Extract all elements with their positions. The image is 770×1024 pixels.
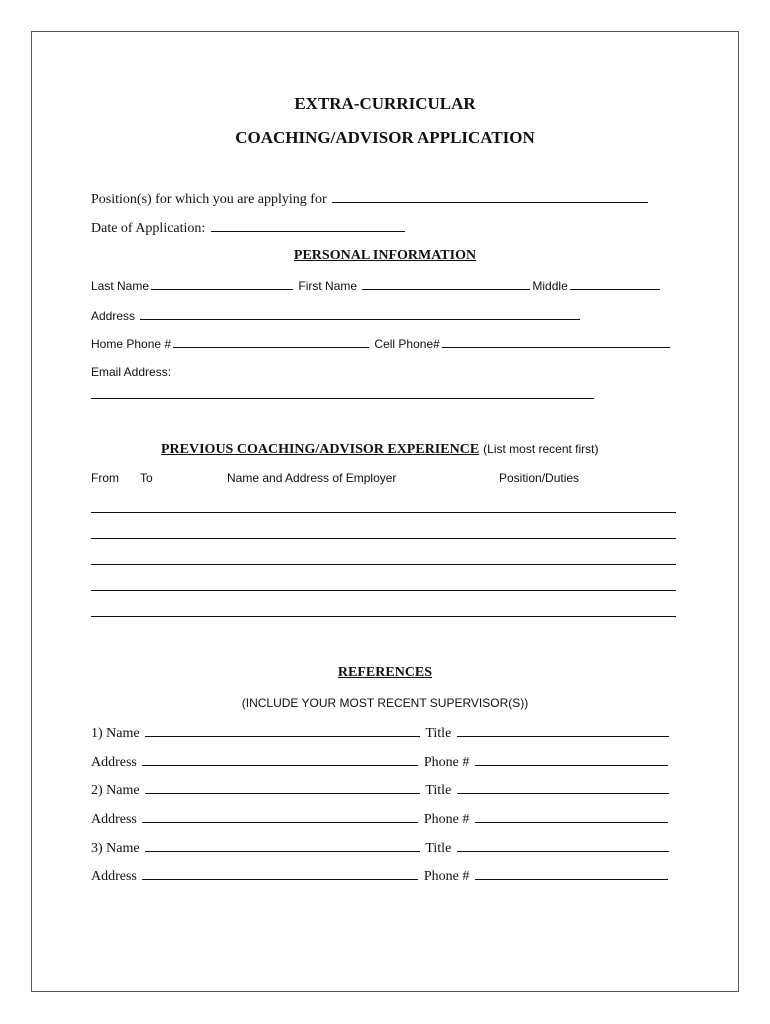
reference-3-address-row — [91, 867, 670, 885]
date-row — [91, 219, 407, 237]
experience-note: (List most recent first) — [483, 442, 599, 456]
experience-heading-row — [161, 440, 599, 458]
reference-title-label: Title — [425, 841, 452, 856]
reference-title-label: Title — [425, 726, 452, 741]
phone-row — [91, 335, 672, 351]
experience-line[interactable] — [91, 564, 676, 565]
address-row — [91, 307, 582, 323]
reference-name-label: 1) Name — [91, 726, 140, 741]
name-row — [91, 277, 662, 293]
experience-col-from: From — [91, 471, 119, 485]
reference-3-name-row — [91, 839, 671, 857]
reference-phone-label: Phone # — [423, 869, 470, 884]
reference-phone-label: Phone # — [423, 812, 470, 827]
reference-3-phone-field[interactable] — [475, 867, 668, 880]
date-label: Date of Application: — [91, 221, 206, 236]
reference-2-title-field[interactable] — [457, 781, 669, 794]
experience-line[interactable] — [91, 538, 676, 539]
first-name-field[interactable] — [362, 277, 530, 290]
experience-col-to: To — [140, 471, 153, 485]
references-subheading: (INCLUDE YOUR MOST RECENT SUPERVISOR(S)) — [241, 696, 529, 710]
reference-1-title-field[interactable] — [457, 724, 669, 737]
experience-line[interactable] — [91, 616, 676, 617]
references-heading: REFERENCES — [337, 665, 433, 680]
position-field[interactable] — [332, 190, 648, 203]
reference-title-label: Title — [425, 783, 452, 798]
application-page — [31, 31, 739, 992]
first-name-label: First Name — [298, 279, 358, 293]
reference-address-label: Address — [91, 869, 137, 884]
reference-3-address-field[interactable] — [142, 867, 418, 880]
reference-1-name-row — [91, 724, 671, 742]
reference-2-address-field[interactable] — [142, 810, 418, 823]
experience-col-position: Position/Duties — [499, 471, 580, 485]
position-row — [91, 190, 650, 208]
reference-1-name-field[interactable] — [145, 724, 420, 737]
email-field[interactable] — [91, 398, 594, 399]
date-field[interactable] — [211, 219, 405, 232]
experience-col-employer: Name and Address of Employer — [227, 471, 397, 485]
reference-1-phone-field[interactable] — [475, 753, 668, 766]
personal-info-heading: PERSONAL INFORMATION — [293, 248, 477, 263]
reference-2-phone-field[interactable] — [475, 810, 668, 823]
address-label: Address — [91, 309, 136, 323]
cell-phone-label: Cell Phone# — [374, 337, 440, 351]
reference-address-label: Address — [91, 812, 137, 827]
reference-1-address-field[interactable] — [142, 753, 418, 766]
experience-line[interactable] — [91, 512, 676, 513]
position-label: Position(s) for which you are applying for — [91, 192, 327, 207]
experience-line[interactable] — [91, 590, 676, 591]
middle-label: Middle — [532, 279, 568, 293]
home-phone-field[interactable] — [173, 335, 369, 348]
reference-2-name-row — [91, 781, 671, 799]
cell-phone-field[interactable] — [442, 335, 670, 348]
form-title-line2: COACHING/ADVISOR APPLICATION — [235, 128, 535, 147]
reference-address-label: Address — [91, 755, 137, 770]
experience-heading: PREVIOUS COACHING/ADVISOR EXPERIENCE — [161, 442, 480, 457]
reference-2-name-field[interactable] — [145, 781, 420, 794]
address-field[interactable] — [140, 307, 580, 320]
reference-2-address-row — [91, 810, 670, 828]
middle-name-field[interactable] — [570, 277, 660, 290]
form-title-line1: EXTRA-CURRICULAR — [294, 94, 476, 113]
email-label: Email Address: — [91, 365, 172, 379]
reference-3-name-field[interactable] — [145, 839, 420, 852]
reference-name-label: 2) Name — [91, 783, 140, 798]
reference-phone-label: Phone # — [423, 755, 470, 770]
reference-3-title-field[interactable] — [457, 839, 669, 852]
last-name-field[interactable] — [151, 277, 293, 290]
home-phone-label: Home Phone # — [91, 337, 172, 351]
reference-1-address-row — [91, 753, 670, 771]
last-name-label: Last Name — [91, 279, 150, 293]
reference-name-label: 3) Name — [91, 841, 140, 856]
